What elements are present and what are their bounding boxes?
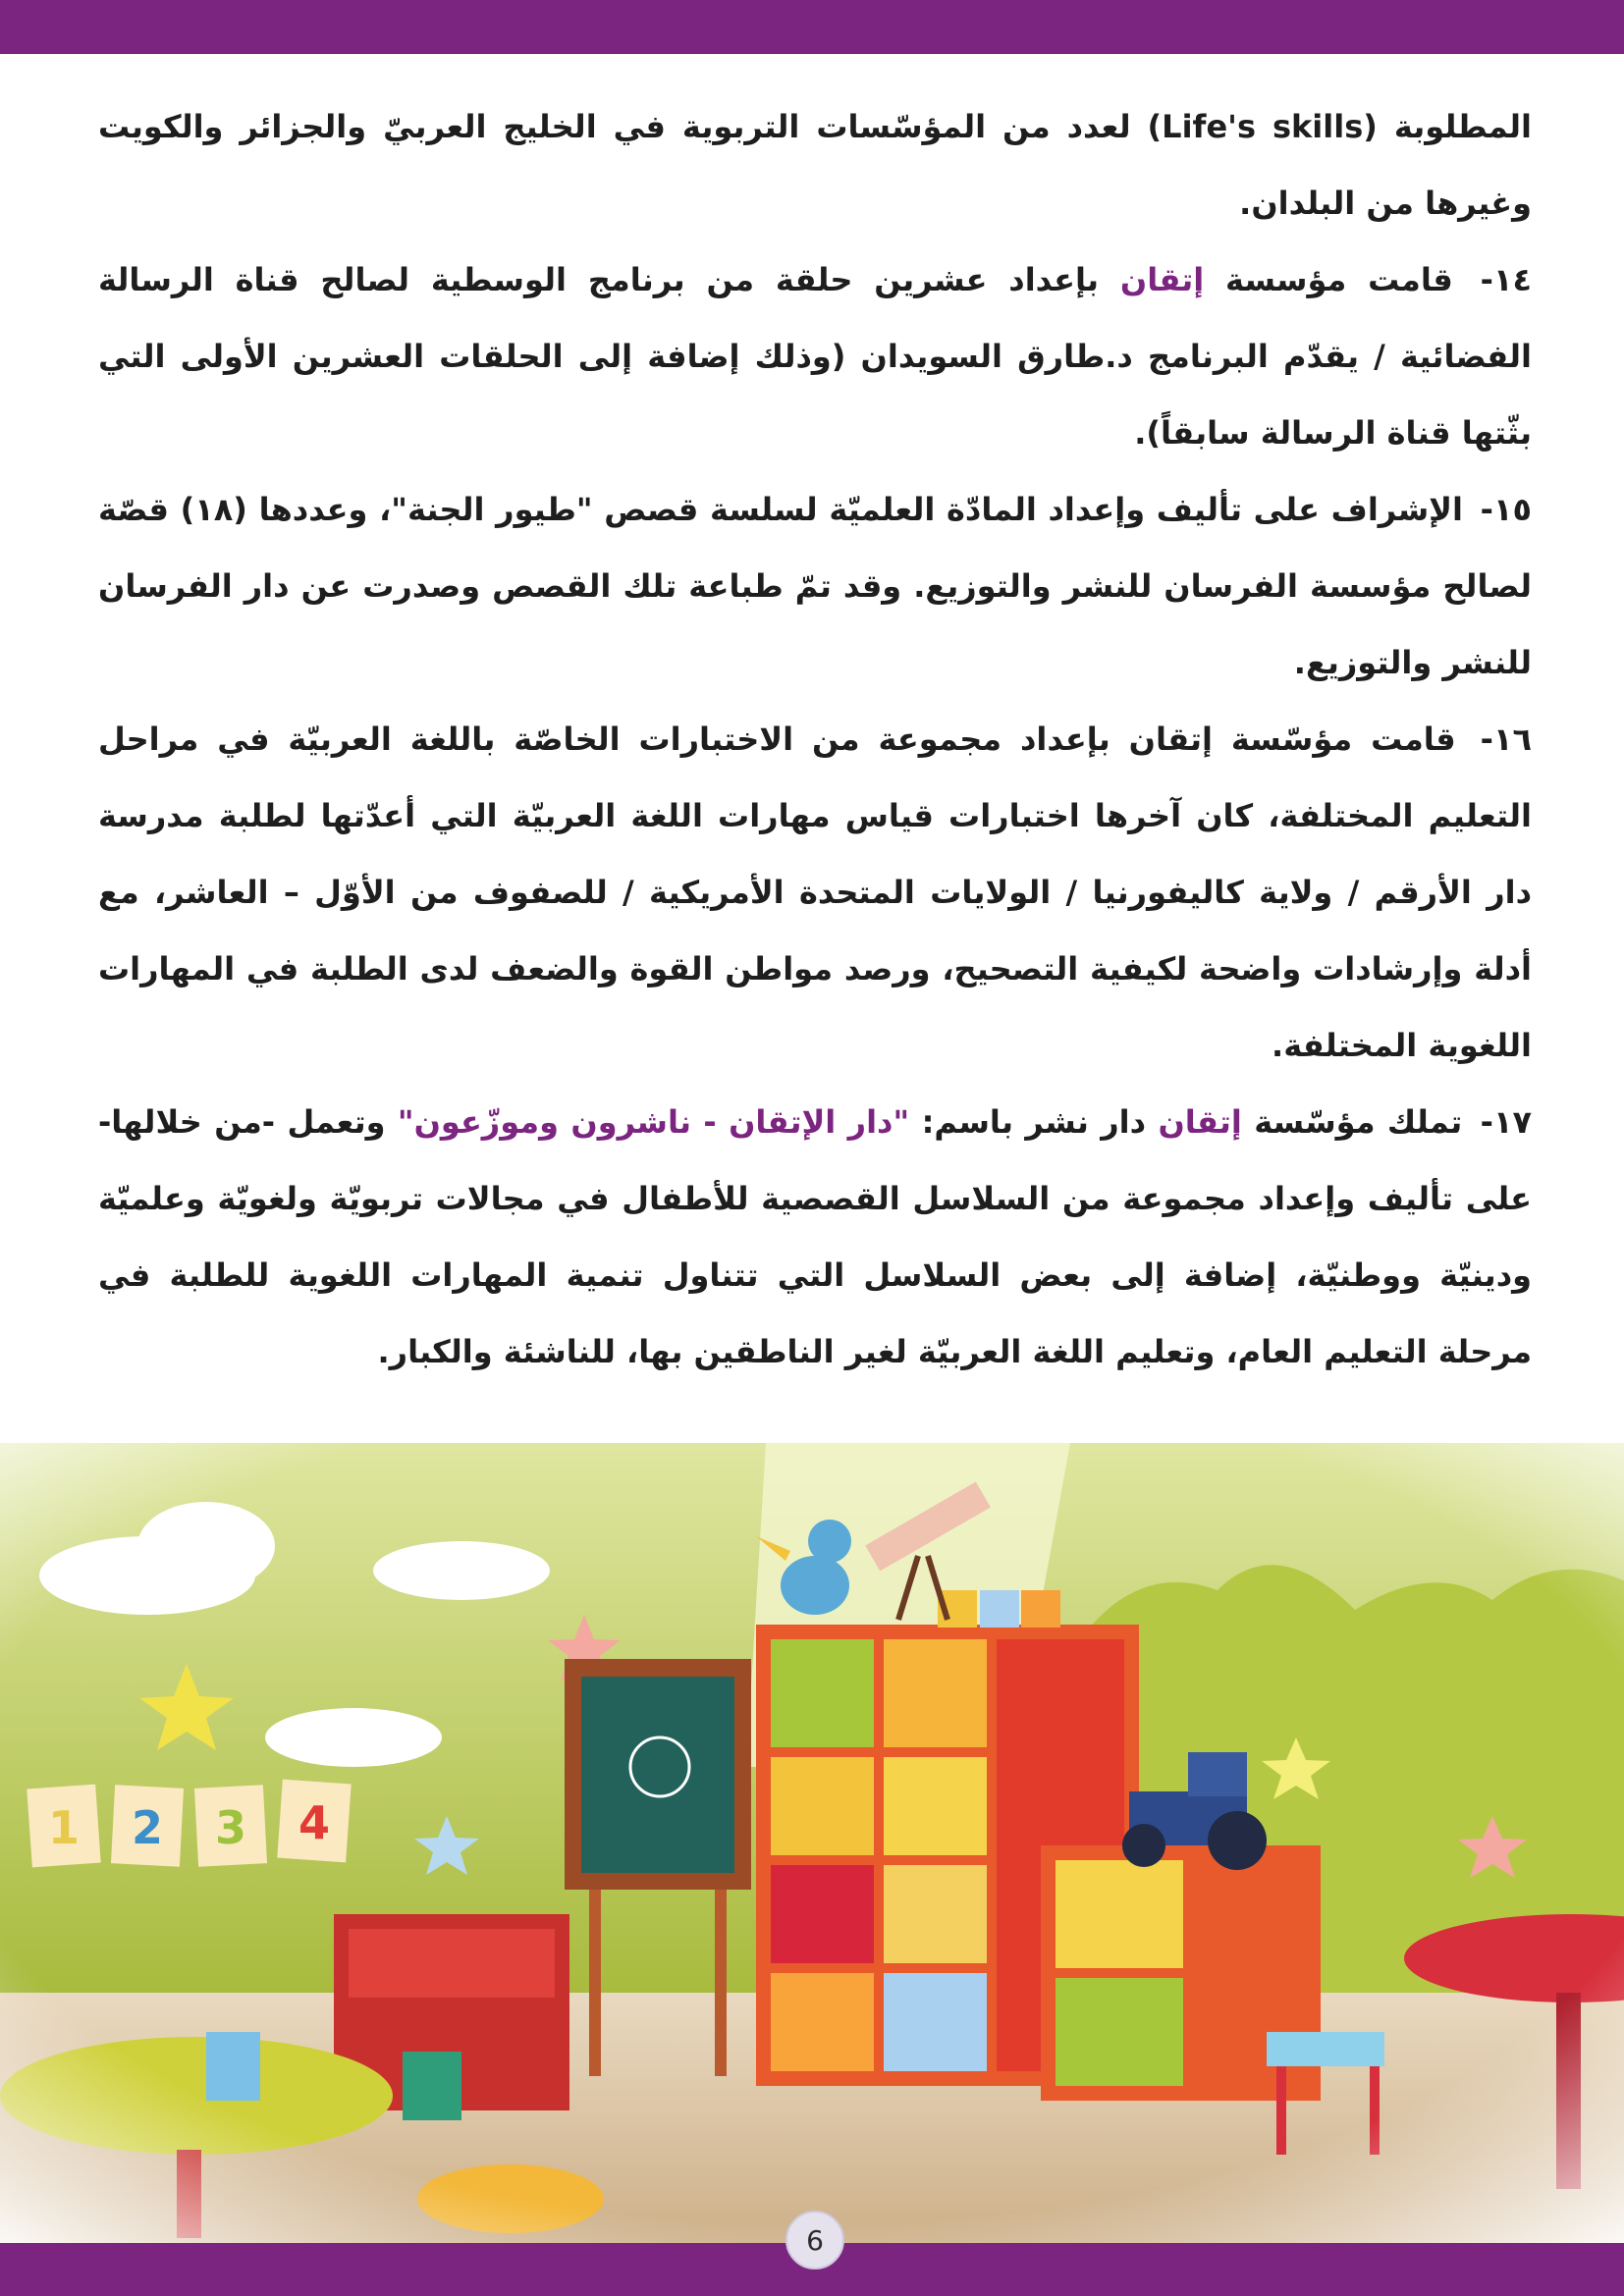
paragraph-text: وتعمل -من خلالها- على تأليف وإعداد مجموعة من السلاسل القصصية للأطفال في مجالات تربويّة ولغويّة وعلميّة ودينيّة ووطنيّة، إضافة إلى بعض السلاسل التي تتناول تنمية المهارات اللغوية للطلبة في مرحلة التعليم العام، وتعليم اللغة العربيّة لغير الناطقين بها، للناشئة والكبار. <box>98 1103 1532 1370</box>
paragraph-text: قامت مؤسسة <box>1225 261 1453 298</box>
header-bar <box>0 0 1624 54</box>
vignette <box>0 1443 1624 2243</box>
paragraph-text: بإعداد عشرين حلقة من برنامج الوسطية لصالح قناة الرسالة الفضائية / يقدّم البرنامج د.طارق السويدان (وذلك إضافة إلى الحلقات العشرين الأولى التي بثّتها قناة الرسالة سابقاً). <box>98 261 1532 452</box>
publisher-name: "دار الإتقان - ناشرون وموزّعون" <box>397 1103 910 1141</box>
paragraph-continuation <box>98 88 1532 241</box>
list-item-16 <box>98 701 1532 1084</box>
paragraph-text: تملك مؤسّسة <box>1254 1103 1463 1141</box>
list-item-15 <box>98 471 1532 701</box>
paragraph-text: الإشراف على تأليف وإعداد المادّة العلميّة لسلسة قصص "طيور الجنة"، وعددها (١٨) قصّة لصالح مؤسسة الفرسان للنشر والتوزيع. وقد تمّ طباعة تلك القصص وصدرت عن دار الفرسان للنشر والتوزيع. <box>98 491 1532 681</box>
item-number: ١٥- <box>1480 491 1533 528</box>
list-item-17 <box>98 1084 1532 1390</box>
paragraph-text: المطلوبة (Life's skills) لعدد من المؤسّسات التربوية في الخليج العربيّ والجزائر والكويت وغيرها من البلدان. <box>98 108 1532 222</box>
item-number: ١٤- <box>1480 261 1533 298</box>
item-number: ١٧- <box>1480 1103 1533 1141</box>
paragraph-text: قامت مؤسّسة إتقان بإعداد مجموعة من الاختبارات الخاصّة باللغة العربيّة في مراحل التعليم المختلفة، كان آخرها اختبارات قياس مهارات اللغة العربيّة التي أعدّتها لطلبة مدرسة دار الأرقم / ولاية كاليفورنيا / الولايات المتحدة الأمريكية / للصفوف من الأوّل – العاشر، مع أدلة وإرشادات واضحة لكيفية التصحيح، ورصد مواطن القوة والضعف لدى الطلبة في المهارات اللغوية المختلفة. <box>98 721 1532 1064</box>
highlight-text: إتقان <box>1158 1103 1242 1141</box>
classroom-illustration <box>0 1443 1624 2243</box>
list-item-14 <box>98 241 1532 471</box>
paragraph-text: دار نشر باسم: <box>921 1103 1147 1141</box>
highlight-text: إتقان <box>1119 261 1205 298</box>
document-body <box>98 88 1532 1390</box>
item-number: ١٦- <box>1480 721 1533 758</box>
page-number: 6 <box>785 2211 844 2269</box>
